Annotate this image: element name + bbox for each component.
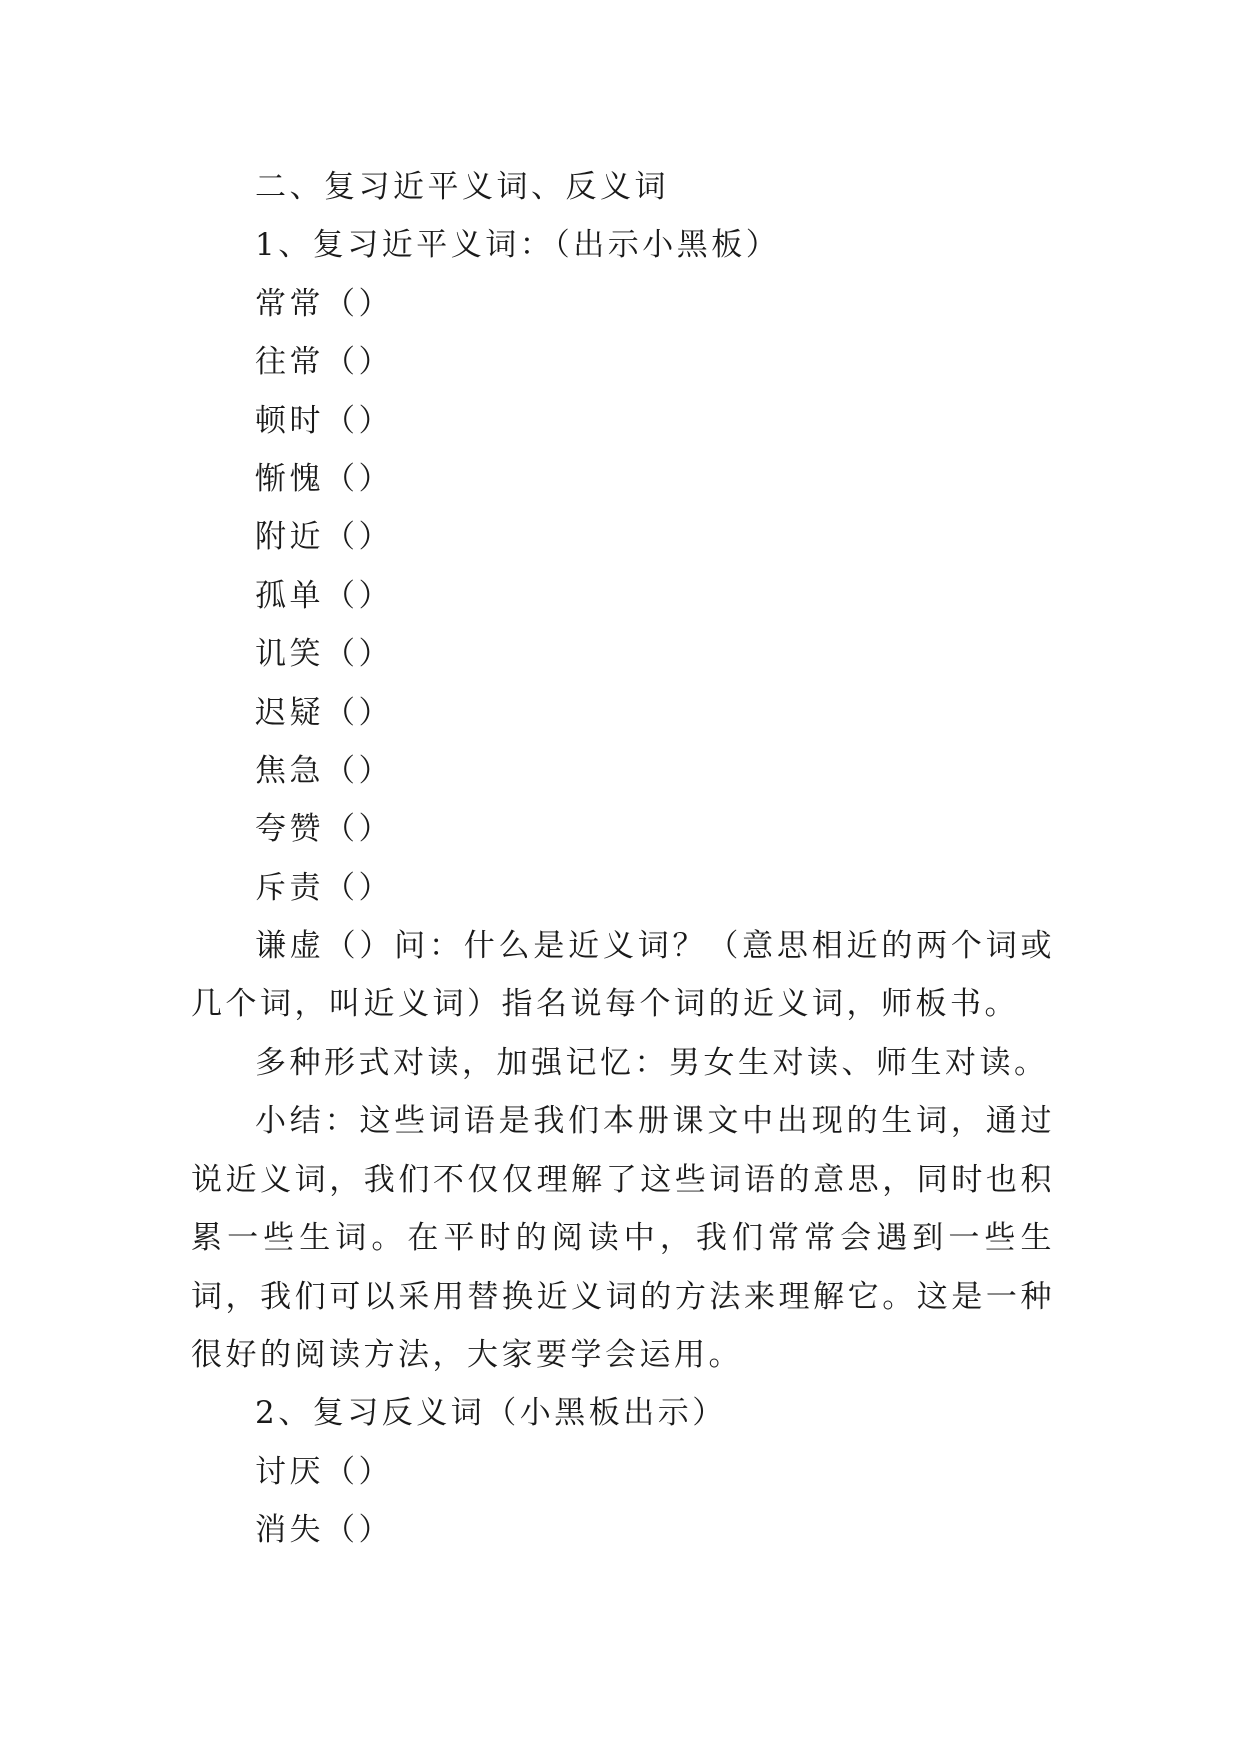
reading-practice-paragraph: 多种形式对读，加强记忆：男女生对读、师生对读。: [255, 1044, 1049, 1081]
section-heading: 二、复习近平义词、反义词: [255, 169, 669, 205]
synonym-item: 惭愧（）: [255, 460, 393, 497]
summary-paragraph: 小结：这些词语是我们本册课文中出现的生词，通过说近义词，我们不仅仅理解了这些词语的意思，同时也积累一些生词。在平时的阅读中，我们常常会遇到一些生词，我们可以采用替换近义词的方法来理解它。这是一种很好的阅读方法，大家要学会运用。: [191, 1103, 1055, 1373]
synonym-item: 讥笑（）: [255, 636, 393, 673]
synonym-item: 迟疑（）: [255, 694, 393, 731]
synonym-item: 夸赞（）: [255, 811, 393, 848]
document-body: [191, 158, 1055, 1560]
synonym-item: 附近（）: [255, 519, 393, 556]
synonym-item: 常常（）: [255, 285, 393, 322]
synonym-item: 斥责（）: [255, 869, 393, 906]
antonym-item: 消失（）: [255, 1512, 393, 1549]
synonym-item: 顿时（）: [255, 402, 393, 439]
synonym-item: 孤单（）: [255, 577, 393, 614]
antonym-item: 讨厌（）: [255, 1453, 393, 1490]
synonym-question-paragraph: 谦虚（）问：什么是近义词？（意思相近的两个词或几个词，叫近义词）指名说每个词的近义词，师板书。: [191, 928, 1055, 1023]
synonym-item: 焦急（）: [255, 752, 393, 789]
antonym-review-heading: 2、复习反义词（小黑板出示）: [255, 1395, 727, 1432]
synonym-item: 往常（）: [255, 344, 393, 381]
synonym-review-heading: 1、复习近平义词：（出示小黑板）: [255, 227, 781, 264]
